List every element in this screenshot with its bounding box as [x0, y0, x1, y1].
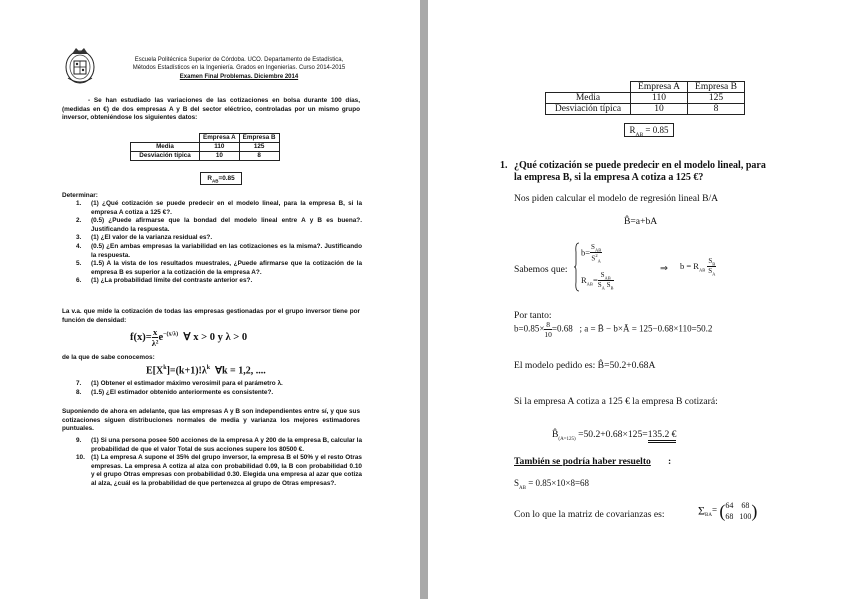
- determinar-label: Determinar:: [62, 192, 98, 199]
- table-cell: 110: [200, 143, 240, 152]
- regression-model-equation: B̂=a+bA: [624, 216, 658, 227]
- nos-piden-text: Nos piden calcular el modelo de regresión lineal B/A: [514, 193, 719, 204]
- table-cell: 10: [200, 152, 240, 161]
- correlation-box-page1: $R_{AB}=0.85$: [200, 172, 242, 185]
- suppose-paragraph: Suponiendo de ahora en adelante, que las empresas A y B son independientes entre sí, y que sus cotizaciones siguen distribuciones normales de media y varianza los mejores estimadores puntuales.: [62, 408, 360, 433]
- exam-page-2: [428, 0, 848, 599]
- list-item: 5. (1.5) A la vista de los resultados muestrales, ¿Puede afirmarse que la cotización de la empresa B es superior a la cotización de la empresa A?.: [76, 260, 362, 276]
- questions-list-1: [76, 200, 362, 286]
- table-cell: 8: [688, 104, 745, 115]
- table-row: [546, 93, 745, 104]
- alternative-title: También se podría haber resuelto: [514, 456, 651, 467]
- table-cell: Desviación típica: [131, 152, 200, 161]
- implies-arrow: ⇒: [660, 263, 669, 274]
- list-item: 10. (1) La empresa A supone el 35% del grupo inversor, la empresa B el 50% y el resto Otras empresas. La empresa A cotiza al alza con probabilidad 0.09, la B con probabilidad 0.10 y el grupo Otras empresas con probabilidad 0.30. Elegida una empresa al azar que cotiza al alza, ¿cuál es la probabilidad de que pertenezca al grupo de Otras empresas?.: [76, 454, 362, 487]
- table-cell: Empresa A: [631, 82, 688, 93]
- table-row: [131, 152, 280, 161]
- cov-matrix: $\Sigma_{BA}=$ ( 64 68 68 100 ): [698, 501, 758, 521]
- prediction-calculation: $B̂_{(A=125)} =50.2+0.68\times 125=135.2$ €: [552, 429, 677, 442]
- prediction-result: 135.2 €: [648, 429, 677, 443]
- density-formula: f(x)= $\frac{x}{\text{λ²}}$ $e^{-(x/\lambda)}$ ∀ x > 0 y λ > 0: [130, 327, 248, 348]
- correlation-box-page2: $R_{AB} = 0.85$: [624, 123, 674, 137]
- table-cell: Empresa A: [200, 134, 240, 143]
- table-cell: 10: [631, 104, 688, 115]
- exam-page-1: [0, 0, 420, 599]
- list-item: 6. (1) ¿La probabilidad límite del contraste anterior es?.: [76, 277, 253, 285]
- header-line-3: Examen Final Problemas. Diciembre 2014: [179, 73, 299, 80]
- table-cell: Empresa B: [239, 134, 279, 143]
- table-cell: Desviación típica: [546, 104, 631, 115]
- matrix-cell: 100: [739, 512, 752, 521]
- list-item: 8. (1.5) ¿El estimador obtenido anteriormente es consistente?.: [76, 388, 274, 396]
- header-line-1: Escuela Politécnica Superior de Córdoba. UCO. Departamento de Estadística,: [134, 57, 344, 63]
- table-cell: Empresa B: [688, 82, 745, 93]
- table-header-row: [131, 134, 280, 143]
- matrix-cell: 64: [725, 501, 734, 510]
- sabemos-label: Sabemos que:: [514, 264, 568, 275]
- intro-paragraph: - Se han estudiado las variaciones de las cotizaciones en bolsa durante 100 días, (medidas en €) de dos empresas A y B del sector eléctrico, controladas por un mismo grupo inversor, obteniéndose los siguientes datos:: [62, 97, 360, 122]
- question-1-title: 1. ¿Qué cotización se puede predecir en el modelo lineal, para la empresa B, si la empresa A cotiza a 125 €?: [500, 160, 766, 183]
- table-header-row: [546, 82, 745, 93]
- list-item: 2. (0.5) ¿Puede afirmarse que la bondad del modelo lineal entre A y B es buena?. Justificando la respuesta.: [76, 217, 362, 233]
- table-cell: 125: [239, 143, 279, 152]
- sigma-symbol: Σ: [698, 503, 705, 518]
- table-cell: 110: [631, 93, 688, 104]
- r-formula: $R_{AB}=$ $\frac{S_{AB}}{S_A S_B}$: [581, 271, 614, 291]
- list-item: 1. (1) ¿Qué cotización se puede predecir en el modelo lineal, para la empresa B, si la empresa A cotiza a 125 €?.: [76, 200, 362, 216]
- table-cell: Media: [131, 143, 200, 152]
- cov-matrix-text: Con lo que la matriz de covarianzas es:: [514, 509, 665, 520]
- covariance-calc: $S_{AB} = 0.85\times 10\times 8=68$: [514, 478, 590, 491]
- list-item: 7. (1) Obtener el estimador máximo verosímil para el parámetro λ.: [76, 380, 283, 387]
- table-cell: 8: [239, 152, 279, 161]
- list-item: 4. (0.5) ¿En ambas empresas la variabilidad en las cotizaciones es la misma?. Justificando la respuesta.: [76, 242, 362, 259]
- coefficients-calculation: b=0.85× $\frac{8}{10}$ =0.68 ; a = B̄ − b×Ā = 125−0.68×110=50.2: [514, 320, 713, 339]
- table-cell: Media: [546, 93, 631, 104]
- table-row: [131, 143, 280, 152]
- data-table-page1: [130, 133, 280, 161]
- list-item: 9. (1) Si una persona posee 500 acciones de la empresa A y 200 de la empresa B, calcular la probabilidad de que el valor Total de sus acciones supere los 80500 €.: [76, 437, 362, 453]
- moment-intro: de la que de sabe conocemos:: [62, 354, 155, 361]
- model-result-text: El modelo pedido es: B̂=50.2+0.68A: [514, 360, 656, 371]
- table-cell: [131, 134, 200, 143]
- questions-list-3: [76, 437, 362, 489]
- table-cell: [546, 82, 631, 93]
- moment-formula: $E[X^k]=(k+1)!\lambda^k$ ∀k = 1,2, ....: [146, 365, 266, 377]
- page1-header: [110, 56, 368, 81]
- table-cell: 125: [688, 93, 745, 104]
- matrix-cell: 68: [741, 501, 750, 510]
- left-brace-icon: [574, 242, 580, 292]
- table-row: [546, 104, 745, 115]
- questions-list-2: [76, 380, 362, 397]
- alternative-colon: :: [668, 456, 672, 467]
- university-crest-icon: [62, 44, 98, 86]
- header-line-2: Métodos Estadísticos en la Ingeniería. Grados en Ingenierías. Curso 2014-2015: [132, 65, 346, 72]
- list-item: 3. (1) ¿El valor de la varianza residual es?.: [76, 234, 213, 242]
- data-table-page2: [545, 81, 745, 115]
- b-result-formula: $b = R_{AB}$ $\frac{S_B}{S_A}$: [680, 257, 716, 277]
- por-tanto-label: Por tanto:: [514, 310, 552, 321]
- matrix-cell: 68: [725, 512, 734, 521]
- b-formula: b= $\frac{S_{AB}}{S^2_A}$: [581, 243, 602, 265]
- density-intro: La v.a. que mide la cotización de todas las empresas gestionadas por el grupo inversor tiene por función de densidad:: [62, 308, 360, 324]
- prediction-intro: Si la empresa A cotiza a 125 € la empresa B cotizará:: [514, 396, 718, 407]
